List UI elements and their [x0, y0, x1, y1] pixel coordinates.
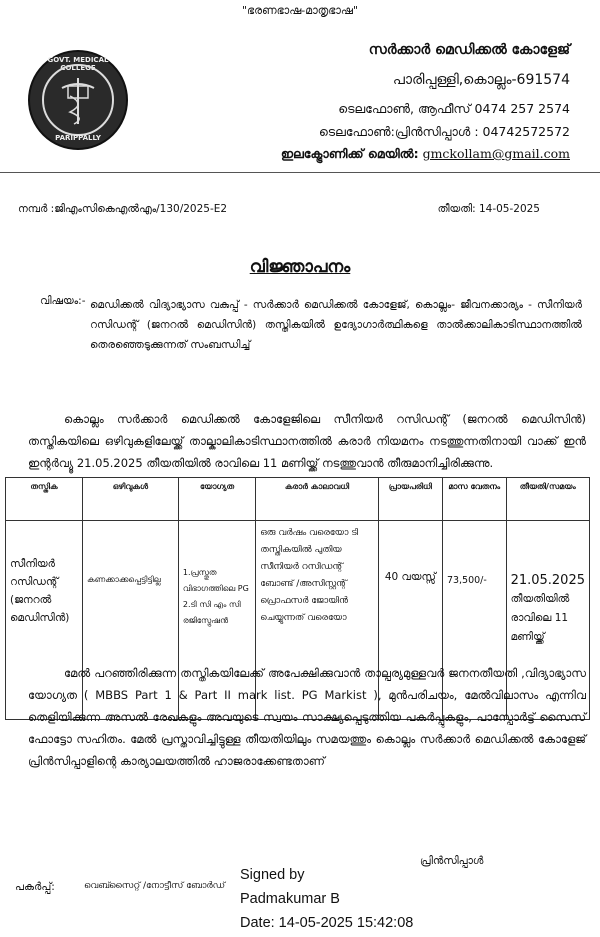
- motto: "ഭരണഭാഷ-മാതൃഭാഷ": [241, 4, 359, 17]
- intro-paragraph: കൊല്ലം സർക്കാർ മെഡിക്കൽ കോളേജിലെ സീനിയർ റസിഡന്റ് (ജനറൽ മെഡിസിൻ) തസ്തികയിലെ ഒഴിവുകളിലേയ്ക്ക് താല്കാലികാടിസ്ഥാനത്തിൽ കരാർ നിയമനം നടത്തുന്നതിനായി വാക്ക് ഇൻ ഇന്റർവ്യൂ 21.05.2025 തീയതിയിൽ രാവിലെ 11 മണിയ്ക്ക് നടത്തുവാൻ തീരുമാനിച്ചിരിക്കുന്നു.: [28, 412, 586, 470]
- copy-label: പകർപ്പ്:: [15, 881, 55, 893]
- header-age-limit: പ്രായപരിധി: [378, 478, 442, 521]
- principal-phone: ടെലഫോൺ:പ്രിൻസിപ്പാൾ : 04742572572: [318, 124, 570, 139]
- cell-post: സീനിയർ റസിഡന്റ് (ജനറൽ മെഡിസിൻ): [6, 521, 83, 720]
- header-post: തസ്തിക: [6, 478, 83, 521]
- cell-contract-term: ഒരു വർഷം വരെയോ ടി തസ്തികയിൽ പുതിയ സീനിയർ റസിഡന്റ് ബോണ്ട് /അസിസ്റ്റന്റ് പ്രൊഫസർ ജോയിൻ ചെയ്യുന്നത് വരെയോ: [256, 521, 379, 720]
- institution-name: സർക്കാർ മെഡിക്കൽ കോളേജ്: [368, 42, 570, 58]
- table-header-row: [6, 478, 590, 521]
- cell-vacancies: കണക്കാക്കപ്പെട്ടിട്ടില്ല: [82, 521, 178, 720]
- interview-time: തീയതിയിൽ രാവിലെ 11 മണിയ്ക്ക്: [510, 593, 570, 643]
- digital-signature-date: Date: 14-05-2025 15:42:08: [240, 915, 414, 931]
- header-qualification: യോഗ്യത: [178, 478, 255, 521]
- reference-number: നമ്പർ :ജിഎംസികെഎൽഎം/130/2025-E2: [18, 203, 228, 215]
- header-salary: മാസ വേതനം: [442, 478, 506, 521]
- digital-signature-name: Padmakumar B: [240, 891, 340, 907]
- header-contract-term: കരാർ കാലാവധി: [256, 478, 379, 521]
- subject-label: വിഷയം:-: [40, 295, 86, 307]
- principal-designation: പ്രിൻസിപ്പാൾ: [420, 855, 484, 867]
- notice-date: തീയതി: 14-05-2025: [437, 203, 540, 215]
- copy-recipients: വെബ്സൈറ്റ് /നോട്ടീസ് ബോർഡ്: [84, 881, 226, 891]
- email-label: ഇലക്ട്രോണിക്ക് മെയിൽ:: [280, 146, 419, 161]
- instructions-paragraph: മേൽ പറഞ്ഞിരിക്കുന്ന തസ്തികയിലേക്ക് അപേക്ഷിക്കുവാൻ താല്പര്യമുള്ളവർ ജനനതീയതി ,വിദ്യാഭ്യാസ യോഗ്യത ( MBBS Part 1 & Part II mark list. PG Markist ), മുൻപരിചയം, മേൽവിലാസം എന്നിവ തെളിയിക്കുന്ന അസൽ രേഖകളും അവയുടെ സ്വയം സാക്ഷ്യപ്പെടുത്തിയ പകർപ്പുകളും, പാസ്പോർട്ട് സൈസ് ഫോട്ടോ സഹിതം. മേൽ പ്രസ്താവിച്ചിട്ടുള്ള തീയതിയിലും സമയത്തും കൊല്ലം സർക്കാർ മെഡിക്കൽ കോളേജ് പ്രിൻസിപ്പാളിന്റെ കാര്യാലയത്തിൽ ഹാജരാക്കേണ്ടതാണ്: [28, 666, 586, 768]
- college-seal-logo: [28, 50, 128, 150]
- digital-signature-line1: Signed by: [240, 867, 305, 883]
- office-phone: ടെലഫോൺ, ആഫീസ് 0474 257 2574: [338, 101, 570, 116]
- email-link[interactable]: gmckollam@gmail.com: [422, 146, 570, 161]
- cell-qualification: 1.പ്രസ്തുത വിഭാഗത്തിലെ PG 2.ടി സി എം സി രജിസ്ട്രേഷൻ: [178, 521, 255, 720]
- notice-title: വിജ്ഞാപനം: [249, 257, 351, 277]
- interview-date: 21.05.2025: [510, 573, 585, 588]
- seal-text-top: GOVT. MEDICAL COLLEGE: [47, 56, 109, 72]
- subject-text: മെഡിക്കൽ വിദ്യാഭ്യാസ വകുപ്പ് - സർക്കാർ മെഡിക്കൽ കോളേജ്, കൊല്ലം- ജീവനക്കാര്യം - സീനിയർ റസിഡന്റ് (ജനറൽ മെഡിസിൻ) തസ്തികയിൽ ഉദ്യോഗാർത്ഥികളെ താൽക്കാലികാടിസ്ഥാനത്തിൽ തെരഞ്ഞെടുക്കുന്നത് സംബന്ധിച്ച്: [90, 299, 582, 351]
- cell-age-limit: 40 വയസ്സ്: [378, 521, 442, 720]
- header-divider: [0, 172, 600, 173]
- header-vacancies: ഒഴിവുകൾ: [82, 478, 178, 521]
- seal-text-bottom: PARIPPALLY: [55, 134, 101, 142]
- cell-salary: 73,500/-: [442, 521, 506, 720]
- caduceus-icon: [44, 66, 112, 134]
- seal-emblem: [42, 64, 114, 136]
- email-line: [281, 146, 570, 162]
- header-date-time: തീയതി/സമയം: [506, 478, 589, 521]
- institution-address: പാരിപ്പള്ളി,കൊല്ലം-691574: [392, 72, 570, 88]
